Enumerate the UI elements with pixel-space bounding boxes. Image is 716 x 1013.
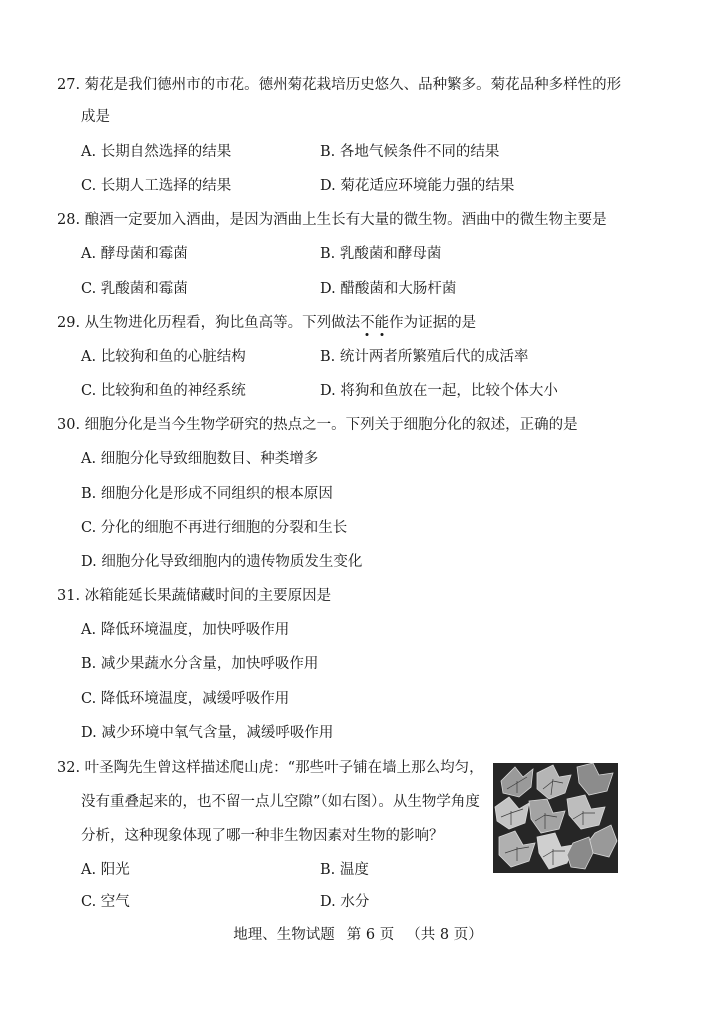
footer-total-pages: （共 8 页） (406, 927, 483, 943)
question-number: 28. (57, 212, 81, 228)
q29-option-d[interactable]: D. 将狗和鱼放在一起，比较个体大小 (320, 383, 558, 399)
q28-option-c[interactable]: C. 乳酸菌和霉菌 (81, 281, 188, 297)
q31-option-c[interactable]: C. 降低环境温度，减缓呼吸作用 (81, 691, 290, 707)
ivy-leaves-image (493, 763, 618, 873)
question-text: 细胞分化是当今生物学研究的热点之一。下列关于细胞分化的叙述，正确的是 (84, 417, 578, 433)
q27-option-a[interactable]: A. 长期自然选择的结果 (81, 144, 232, 160)
question-text-pre: 从生物进化历程看，狗比鱼高等。下列做法 (84, 315, 361, 331)
question-32-stem-cont1: 没有重叠起来的，也不留一点儿空隙”（如右图）。从生物学角度 (81, 794, 480, 810)
question-text: 冰箱能延长果蔬储藏时间的主要原因是 (84, 588, 332, 604)
q28-option-b[interactable]: B. 乳酸菌和酵母菌 (320, 246, 442, 262)
question-27-stem-cont: 成是 (81, 109, 110, 125)
q32-option-c[interactable]: C. 空气 (81, 894, 130, 910)
question-32-stem (57, 758, 484, 778)
question-number: 30. (57, 417, 81, 433)
q30-option-d[interactable]: D. 细胞分化导致细胞内的遗传物质发生变化 (81, 554, 363, 570)
question-31-stem (57, 586, 331, 606)
q30-option-c[interactable]: C. 分化的细胞不再进行细胞的分裂和生长 (81, 520, 348, 536)
q31-option-a[interactable]: A. 降低环境温度，加快呼吸作用 (81, 622, 290, 638)
question-32-stem-cont2: 分析，这种现象体现了哪一种非生物因素对生物的影响？ (81, 828, 444, 844)
footer-subject: 地理、生物试题 (233, 927, 335, 943)
q31-option-d[interactable]: D. 减少环境中氧气含量，减缓呼吸作用 (81, 725, 334, 741)
question-30-stem (57, 415, 578, 435)
q27-option-d[interactable]: D. 菊花适应环境能力强的结果 (320, 178, 515, 194)
q29-option-c[interactable]: C. 比较狗和鱼的神经系统 (81, 383, 246, 399)
q30-option-a[interactable]: A. 细胞分化导致细胞数目、种类增多 (81, 451, 319, 467)
q28-option-d[interactable]: D. 醋酸菌和大肠杆菌 (320, 281, 457, 297)
q29-option-b[interactable]: B. 统计两者所繁殖后代的成活率 (320, 349, 529, 365)
question-number: 32. (57, 760, 81, 776)
footer-page-number: 第 6 页 (346, 927, 395, 943)
q28-option-a[interactable]: A. 酵母菌和霉菌 (81, 246, 188, 262)
q31-option-b[interactable]: B. 减少果蔬水分含量，加快呼吸作用 (81, 656, 319, 672)
question-text: 菊花是我们德州市的市花。德州菊花栽培历史悠久、品种繁多。菊花品种多样性的形 (84, 77, 622, 93)
q32-option-b[interactable]: B. 温度 (320, 862, 369, 878)
emphasis-char: 不 (360, 315, 375, 331)
question-number: 27. (57, 77, 81, 93)
q27-option-b[interactable]: B. 各地气候条件不同的结果 (320, 144, 500, 160)
question-number: 29. (57, 315, 81, 331)
question-text: 叶圣陶先生曾这样描述爬山虎：“那些叶子铺在墙上那么均匀， (84, 760, 484, 776)
ivy-leaves-photo (493, 763, 618, 873)
q32-option-a[interactable]: A. 阳光 (81, 862, 130, 878)
q29-option-a[interactable]: A. 比较狗和鱼的心脏结构 (81, 349, 246, 365)
question-text-post: 作为证据的是 (389, 315, 477, 331)
question-27-stem (57, 75, 621, 95)
q27-option-c[interactable]: C. 长期人工选择的结果 (81, 178, 232, 194)
question-29-stem (57, 313, 476, 333)
q30-option-b[interactable]: B. 细胞分化是形成不同组织的根本原因 (81, 486, 333, 502)
question-28-stem (57, 210, 607, 230)
question-text: 酿酒一定要加入酒曲，是因为酒曲上生长有大量的微生物。酒曲中的微生物主要是 (84, 212, 607, 228)
page-footer (0, 925, 716, 945)
question-number: 31. (57, 588, 81, 604)
q32-option-d[interactable]: D. 水分 (320, 894, 370, 910)
emphasis-char: 能 (374, 315, 390, 331)
